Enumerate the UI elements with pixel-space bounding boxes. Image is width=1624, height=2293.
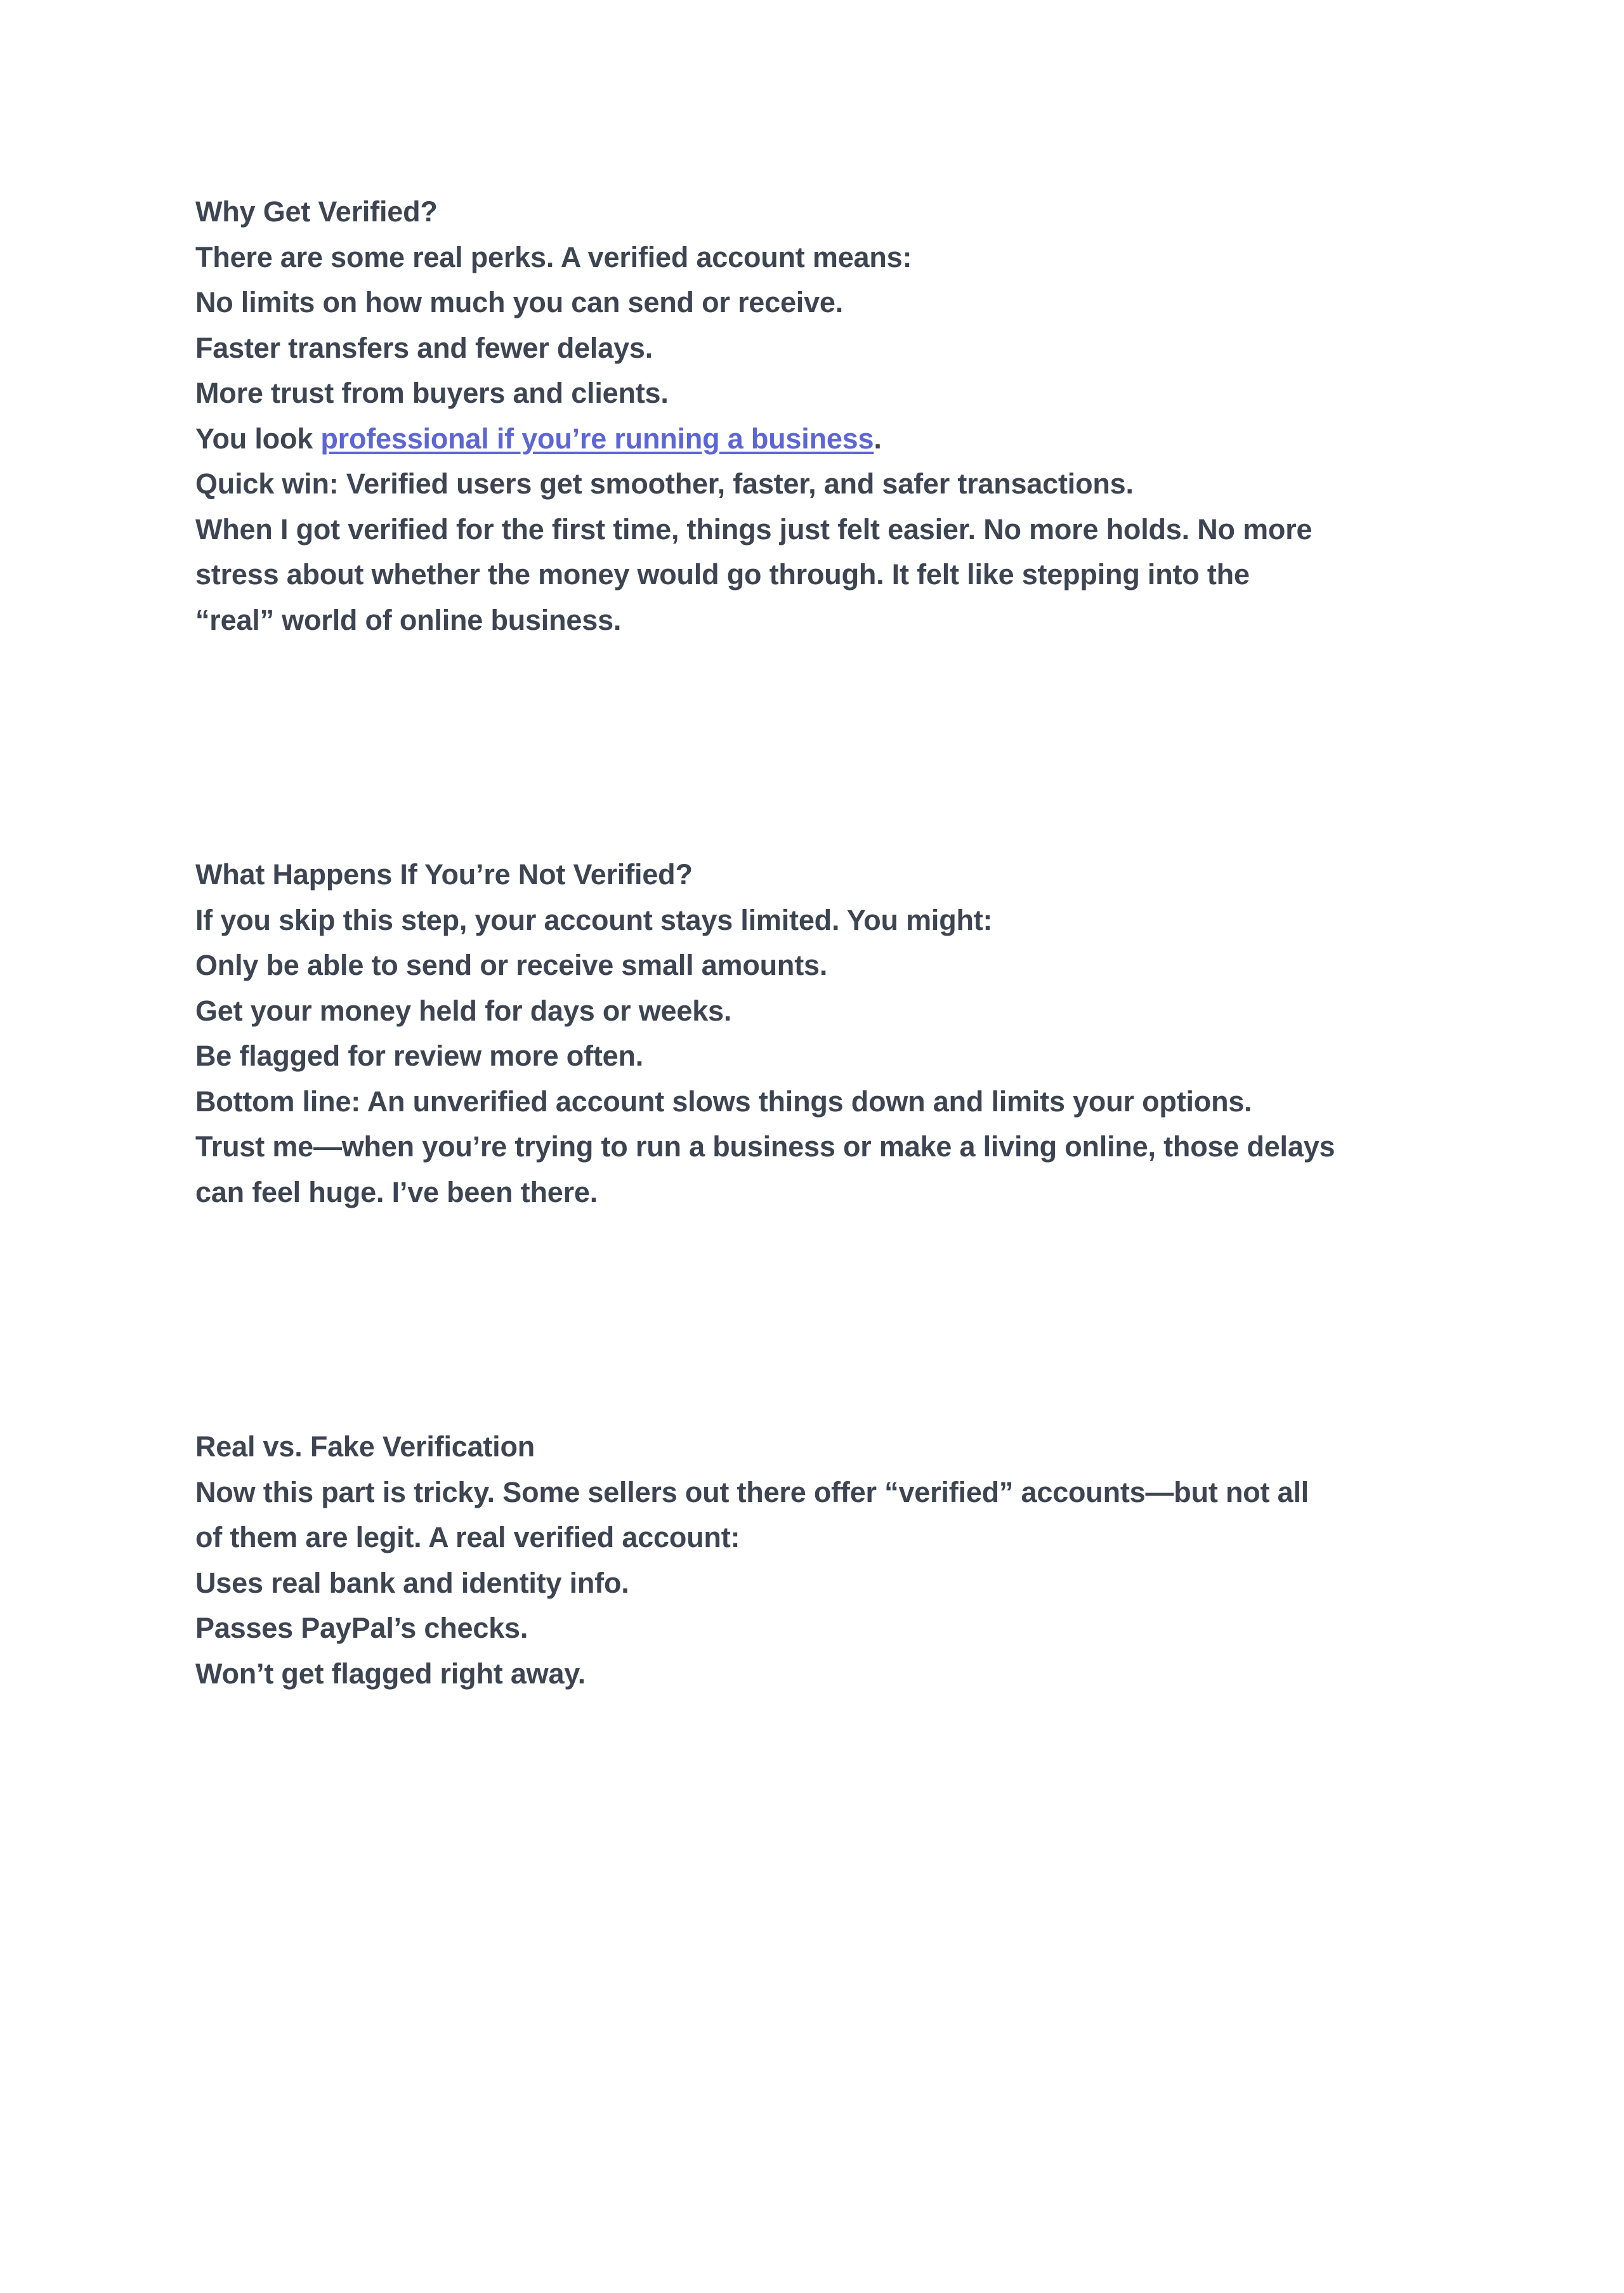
- text-line: No limits on how much you can send or receive.: [195, 286, 844, 318]
- text-line: stress about whether the money would go through. It felt like stepping into the: [195, 558, 1250, 591]
- text-line: There are some real perks. A verified account means:: [195, 240, 912, 273]
- text-line: “real” world of online business.: [195, 603, 622, 636]
- document-content: [195, 189, 1459, 1696]
- text-line: Now this part is tricky. Some sellers out there offer “verified” accounts—but not all: [195, 1475, 1309, 1508]
- text-line-with-link: [195, 416, 1459, 462]
- section-why-get-verified: [195, 189, 1459, 643]
- text-segment: You look: [195, 422, 321, 455]
- section-heading: What Happens If You’re Not Verified?: [195, 858, 693, 891]
- text-line: Be flagged for review more often.: [195, 1040, 644, 1072]
- text-line: of them are legit. A real verified account:: [195, 1521, 740, 1553]
- section-real-vs-fake: [195, 1424, 1459, 1696]
- text-segment: .: [874, 422, 882, 455]
- text-line: If you skip this step, your account stays limited. You might:: [195, 903, 993, 936]
- text-line: Get your money held for days or weeks.: [195, 994, 732, 1027]
- section-not-verified: [195, 852, 1459, 1215]
- text-line: can feel huge. I’ve been there.: [195, 1175, 598, 1208]
- text-line: When I got verified for the first time, things just felt easier. No more holds. No more: [195, 513, 1313, 545]
- text-line: Faster transfers and fewer delays.: [195, 331, 653, 364]
- text-line: More trust from buyers and clients.: [195, 377, 669, 409]
- section-heading: Real vs. Fake Verification: [195, 1430, 535, 1463]
- text-line: Won’t get flagged right away.: [195, 1657, 586, 1690]
- text-line: Trust me—when you’re trying to run a business or make a living online, those delays: [195, 1130, 1335, 1163]
- text-line: Quick win: Verified users get smoother, faster, and safer transactions.: [195, 467, 1134, 500]
- text-line: Only be able to send or receive small amounts.: [195, 949, 828, 981]
- business-link[interactable]: professional if you’re running a business: [320, 422, 874, 455]
- text-line: Passes PayPal’s checks.: [195, 1612, 528, 1644]
- text-line: Bottom line: An unverified account slows things down and limits your options.: [195, 1085, 1252, 1118]
- section-heading: Why Get Verified?: [195, 195, 438, 228]
- text-line: Uses real bank and identity info.: [195, 1566, 629, 1599]
